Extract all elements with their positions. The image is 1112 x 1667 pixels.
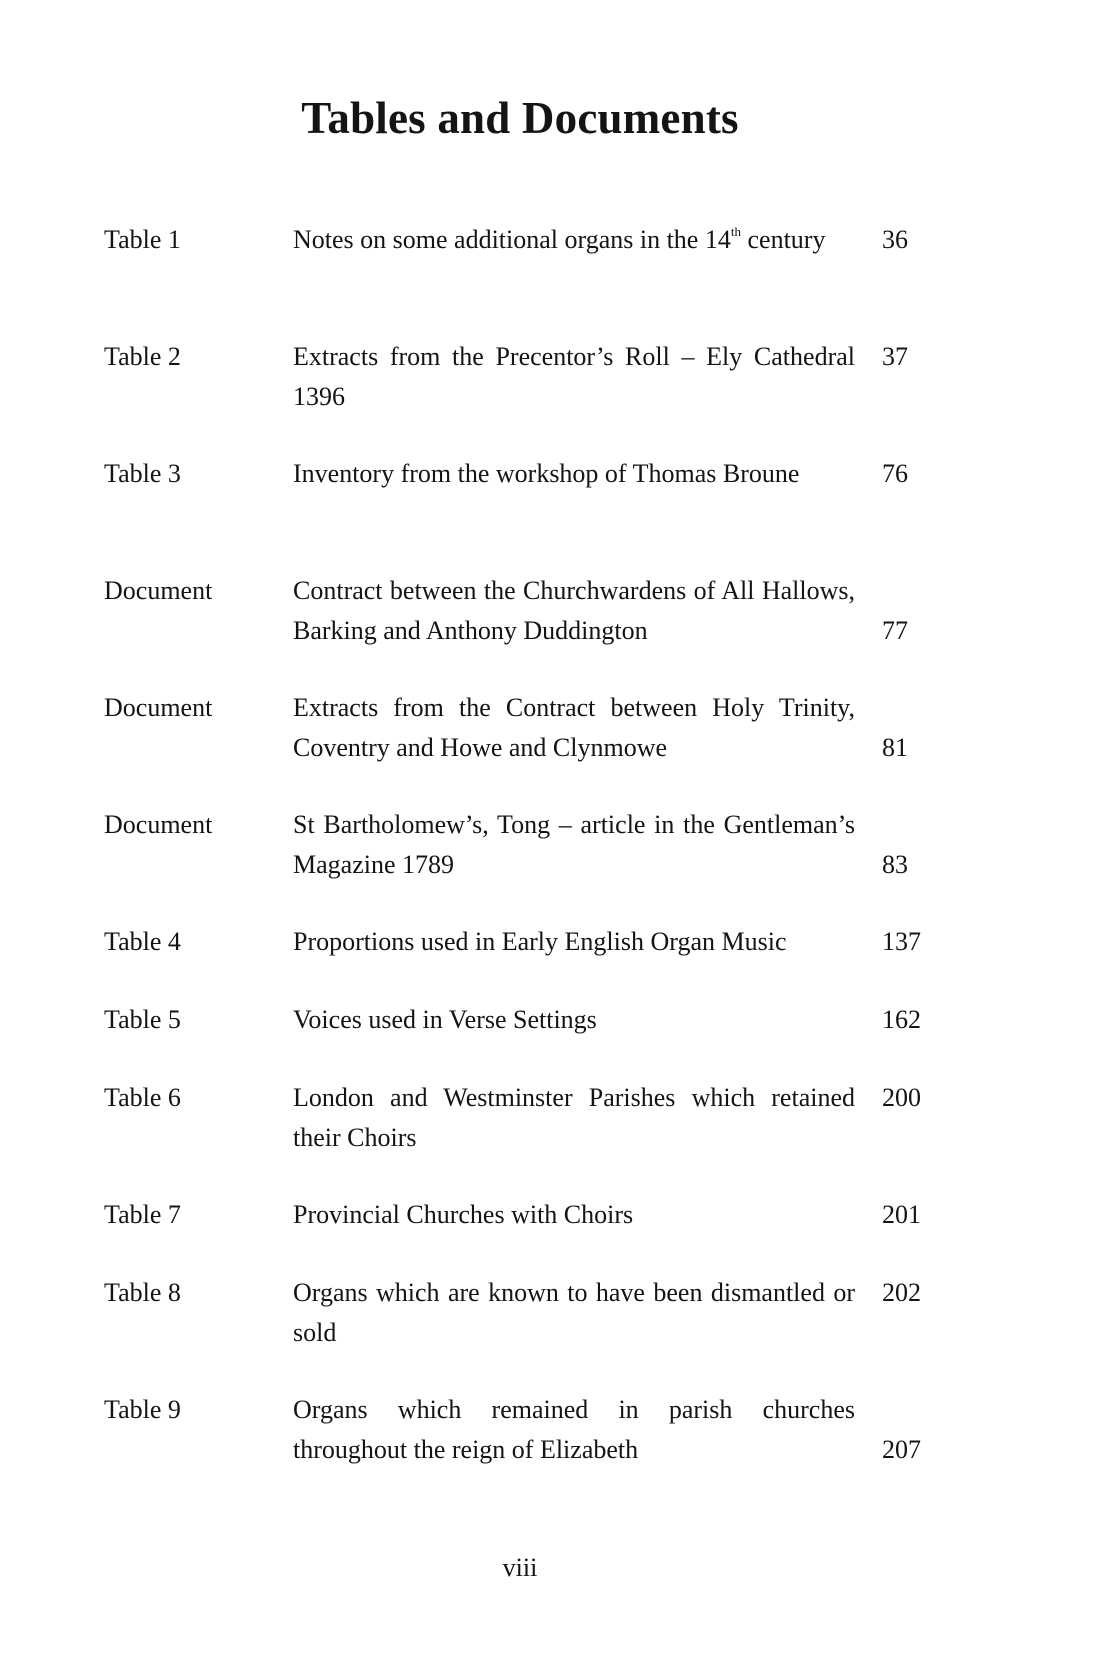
entry-description: St Bartholomew’s, Tong – article in the Gentleman’s Magazine 1789 (293, 810, 855, 879)
footer-page-number: viii (502, 1553, 538, 1582)
entry-label: Table 1 (104, 225, 181, 254)
entry-description: Extracts from the Precentor’s Roll – Ely Cathedral 1396 (293, 342, 855, 411)
entry-page-number: 162 (882, 1005, 921, 1034)
entry-label: Table 7 (104, 1200, 181, 1229)
entry-description: Inventory from the workshop of Thomas Broune (293, 459, 800, 488)
entry-page-number: 137 (882, 927, 921, 956)
entry-label: Document (104, 693, 213, 722)
entry-label: Document (104, 576, 213, 605)
entry-label: Table 4 (104, 927, 181, 956)
ordinal-superscript: th (730, 224, 741, 240)
entry-description: Organs which are known to have been dismantled or sold (293, 1278, 855, 1347)
entry-label: Table 5 (104, 1005, 181, 1034)
entry-description: London and Westminster Parishes which retained their Choirs (293, 1083, 855, 1152)
entry-page-number: 207 (882, 1434, 921, 1464)
entry-description: Extracts from the Contract between Holy Trinity, Coventry and Howe and Clynmowe (293, 693, 855, 762)
entry-page-number: 202 (882, 1278, 921, 1307)
entry-description-tail: century (740, 225, 826, 254)
entry-label: Table 9 (104, 1395, 181, 1424)
entry-label: Table 6 (104, 1083, 181, 1112)
entry-description-text: Notes on some additional organs in the 14 (293, 225, 731, 254)
page-title: Tables and Documents (301, 93, 739, 143)
entry-label: Table 2 (104, 342, 181, 371)
entry-description (293, 220, 855, 260)
entry-page-number: 200 (882, 1083, 921, 1112)
entry-page-number: 36 (882, 225, 908, 254)
entry-label: Table 8 (104, 1278, 181, 1307)
entry-label: Document (104, 810, 213, 839)
entry-description: Provincial Churches with Choirs (293, 1200, 634, 1229)
entry-description: Contract between the Churchwardens of All Hallows, Barking and Anthony Duddington (293, 576, 855, 645)
entry-page-number: 77 (882, 615, 908, 645)
entry-page-number: 81 (882, 732, 908, 762)
entry-page-number: 37 (882, 342, 908, 371)
entry-description: Organs which remained in parish churches throughout the reign of Elizabeth (293, 1395, 855, 1464)
entry-page-number: 201 (882, 1200, 921, 1229)
entry-page-number: 83 (882, 849, 908, 879)
entry-label: Table 3 (104, 459, 181, 488)
entry-description: Proportions used in Early English Organ Music (293, 927, 787, 956)
entry-description: Voices used in Verse Settings (293, 1005, 597, 1034)
entry-page-number: 76 (882, 459, 908, 488)
